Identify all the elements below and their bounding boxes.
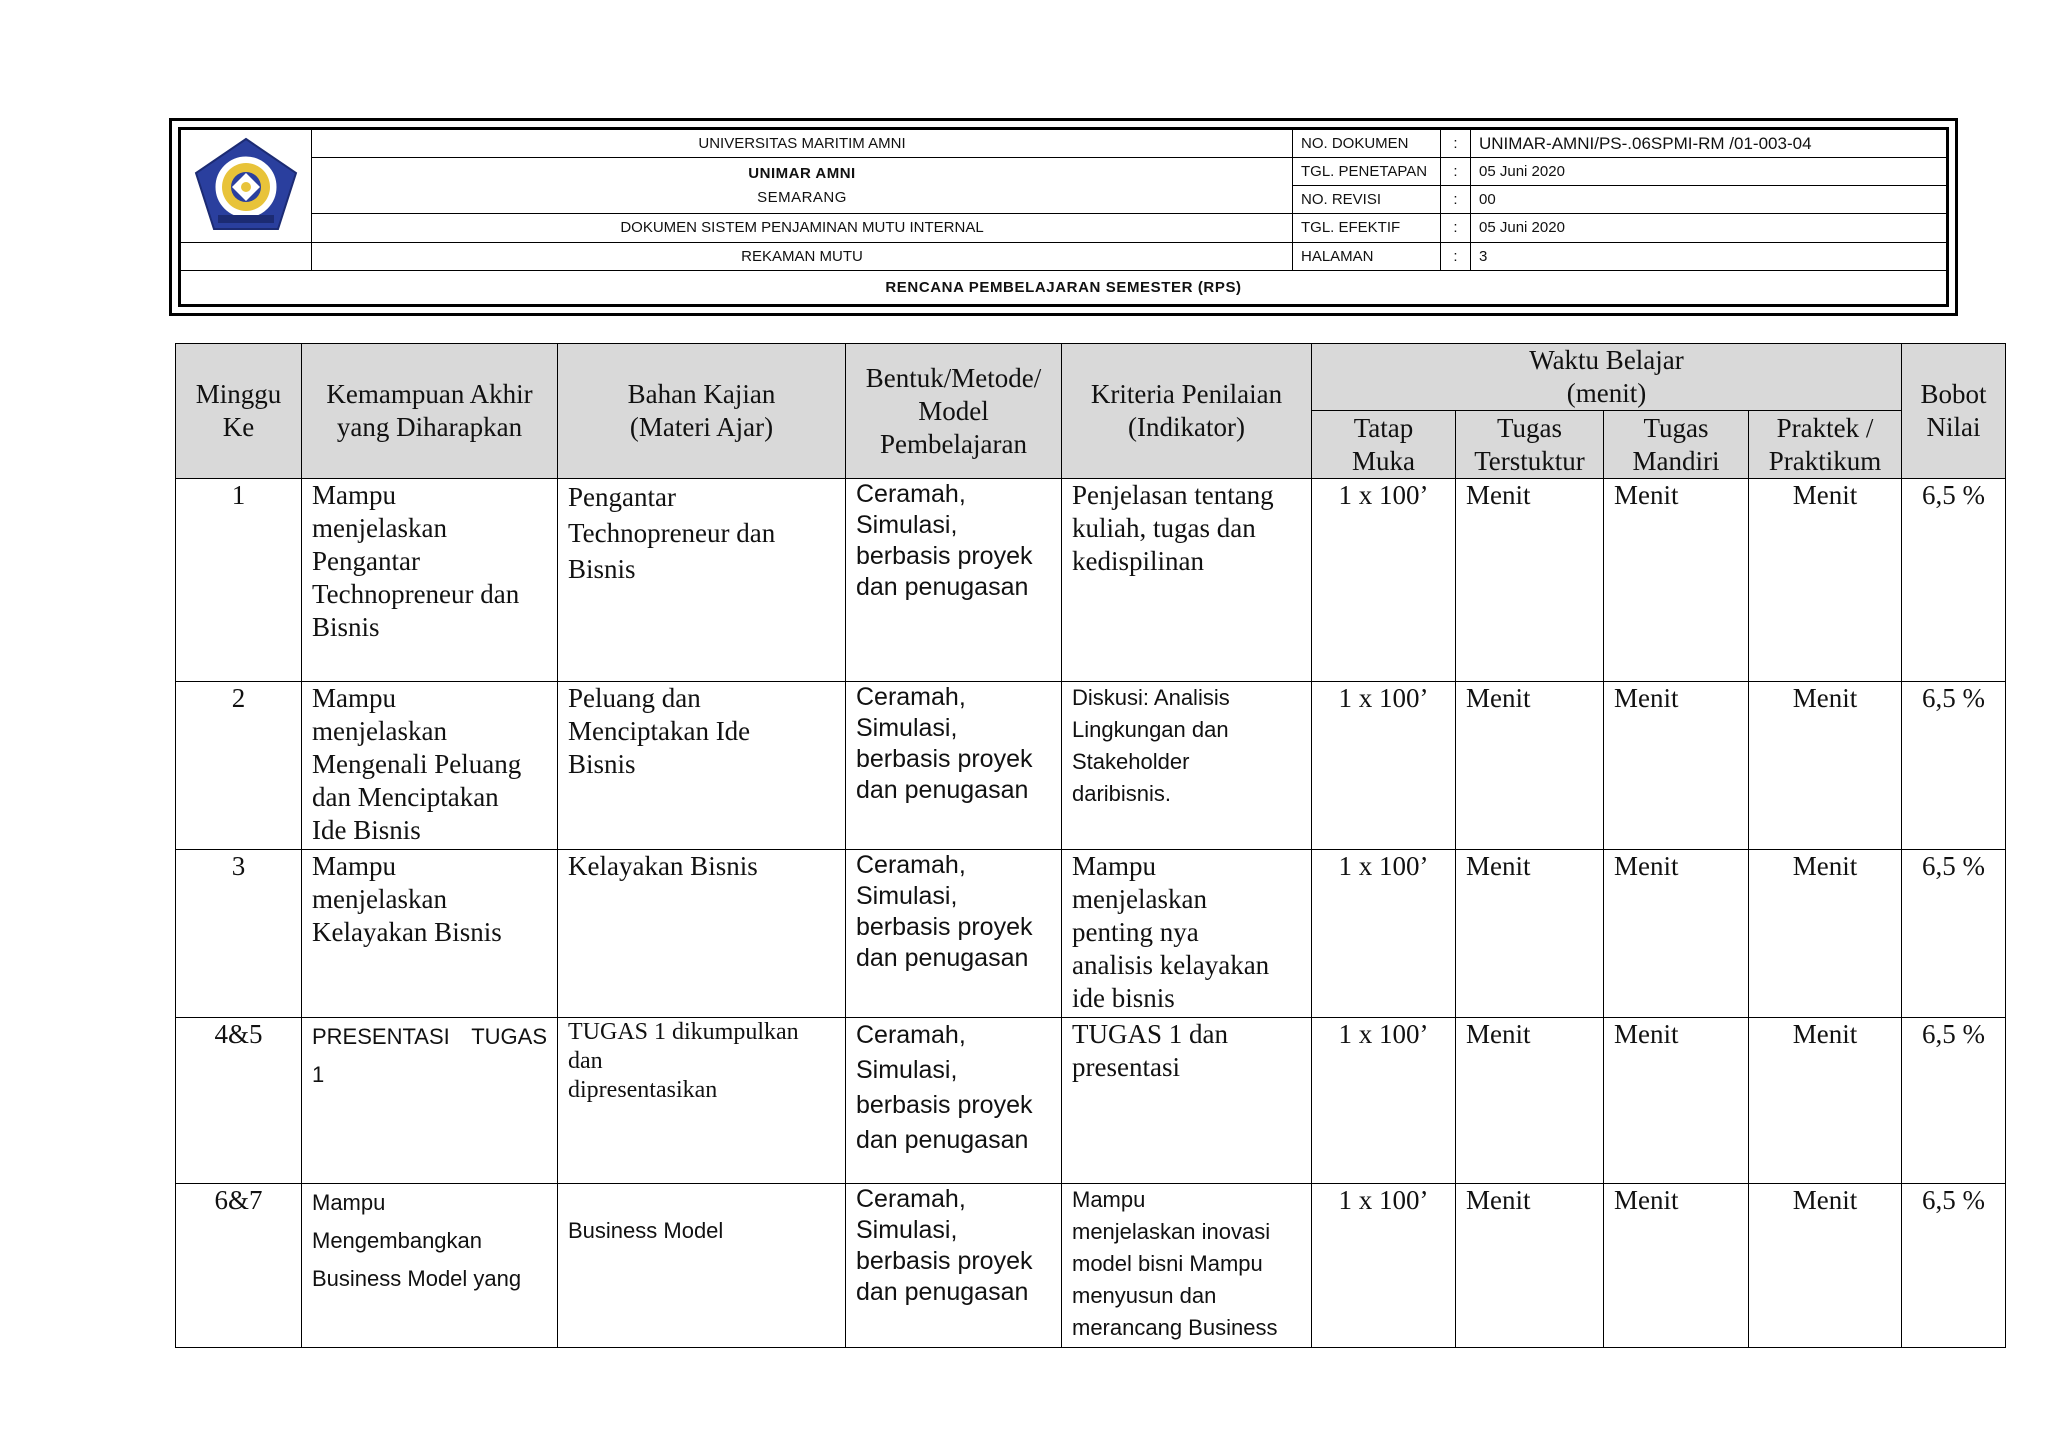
cell-line: Diskusi: Analisis (1072, 685, 1230, 710)
cell-kemampuan (302, 850, 558, 1018)
cell-line: Ceramah, (856, 683, 966, 711)
cell-kriteria (1062, 850, 1312, 1018)
table-row (176, 479, 2006, 682)
header-kriteria (1062, 344, 1312, 479)
cell-line: menjelaskan (1072, 884, 1207, 914)
cell-line: 1 (312, 1062, 325, 1087)
cell-minggu: 6&7 (176, 1184, 302, 1348)
header-praktek-line2: Praktikum (1768, 445, 1882, 476)
cell-line: Ceramah, (856, 480, 966, 508)
header-bentuk-line1: Bentuk/Metode/ (865, 362, 1042, 393)
cell-bahan (558, 1018, 846, 1184)
cell-line: Mengembangkan (312, 1228, 483, 1253)
header-bahan-line2: (Materi Ajar) (629, 412, 774, 442)
cell-line: berbasis proyek (856, 745, 1033, 773)
header-tatap-muka (1312, 411, 1456, 479)
cell-line: presentasi (1072, 1052, 1180, 1082)
cell-minggu: 4&5 (176, 1018, 302, 1184)
cell-line: berbasis proyek (856, 1091, 1033, 1119)
cell-bentuk (846, 1018, 1062, 1184)
university-city: SEMARANG (757, 188, 847, 206)
cell-bobot: 6,5 % (1902, 1018, 2006, 1184)
cell-line: Ceramah, (856, 1185, 966, 1213)
meta-colon: : (1441, 214, 1471, 242)
cell-minggu: 1 (176, 479, 302, 682)
cell-line: ide bisnis (1072, 983, 1175, 1013)
cell-tugas-terstruktur: Menit (1456, 479, 1604, 682)
header-tatap-line2: Muka (1352, 445, 1415, 476)
cell-bobot: 6,5 % (1902, 1184, 2006, 1348)
record-name: REKAMAN MUTU (312, 242, 1293, 270)
cell-line: dan penugasan (856, 776, 1029, 804)
header-bobot (1902, 344, 2006, 479)
document-header (169, 118, 1958, 316)
meta-label-tgl-penetapan: TGL. PENETAPAN (1293, 158, 1441, 186)
cell-line: dan penugasan (856, 944, 1029, 972)
cell-tatap-muka: 1 x 100’ (1312, 682, 1456, 850)
cell-line: Stakeholder (1072, 749, 1190, 774)
meta-label-no-revisi: NO. REVISI (1293, 186, 1441, 214)
university-short-name (312, 158, 1293, 214)
header-bentuk-line2: Model (918, 395, 989, 426)
header-grid (180, 129, 1947, 305)
cell-tugas-mandiri: Menit (1604, 1018, 1749, 1184)
cell-line: Ceramah, (856, 1021, 966, 1049)
cell-tatap-muka: 1 x 100’ (1312, 479, 1456, 682)
cell-bentuk (846, 850, 1062, 1018)
cell-tugas-mandiri: Menit (1604, 850, 1749, 1018)
header-minggu (176, 344, 302, 479)
header-waktu-line2: (menit) (1566, 378, 1647, 408)
cell-line: Mampu (1072, 851, 1156, 881)
cell-line: Mampu (312, 480, 396, 510)
meta-label-tgl-efektif: TGL. EFEKTIF (1293, 214, 1441, 242)
meta-value-tgl-penetapan: 05 Juni 2020 (1471, 158, 1947, 186)
cell-bahan (558, 479, 846, 682)
cell-tugas-mandiri: Menit (1604, 479, 1749, 682)
header-tugas-terstruktur (1456, 411, 1604, 479)
cell-line: analisis kelayakan (1072, 950, 1270, 980)
cell-bobot: 6,5 % (1902, 479, 2006, 682)
header-bentuk-line3: Pembelajaran (880, 428, 1027, 459)
cell-line: berbasis proyek (856, 542, 1033, 570)
cell-tugas-mandiri: Menit (1604, 682, 1749, 850)
cell-bentuk (846, 682, 1062, 850)
cell-line: menyusun dan (1072, 1283, 1217, 1308)
header-bobot-line2: Nilai (1926, 412, 1981, 442)
cell-line: Mampu (312, 851, 396, 881)
cell-tatap-muka: 1 x 100’ (1312, 850, 1456, 1018)
cell-line: Business Model (568, 1218, 724, 1243)
cell-tatap-muka: 1 x 100’ (1312, 1184, 1456, 1348)
cell-line: model bisni Mampu (1072, 1251, 1263, 1276)
cell-kemampuan (302, 1018, 558, 1184)
cell-line: berbasis proyek (856, 1247, 1033, 1275)
cell-line: Peluang dan (568, 683, 701, 713)
cell-bentuk (846, 1184, 1062, 1348)
cell-minggu: 2 (176, 682, 302, 850)
header-minggu-line2: Ke (222, 412, 255, 442)
cell-line: dan penugasan (856, 573, 1029, 601)
header-tatap-line1: Tatap (1353, 412, 1414, 443)
cell-line: kedispilinan (1072, 546, 1204, 576)
cell-line: Mampu (312, 683, 396, 713)
cell-line: Business Model yang (312, 1266, 522, 1291)
table-row (176, 682, 2006, 850)
cell-line: dan penugasan (856, 1126, 1029, 1154)
header-tugas-m-line1: Tugas (1643, 412, 1709, 443)
cell-line: dan penugasan (856, 1278, 1029, 1306)
cell-line: Pengantar (312, 546, 420, 576)
cell-praktek: Menit (1749, 1018, 1902, 1184)
cell-line: dan (568, 1048, 603, 1074)
cell-kriteria (1062, 479, 1312, 682)
university-seal-icon (190, 135, 302, 233)
header-waktu (1312, 344, 1902, 411)
cell-bobot: 6,5 % (1902, 850, 2006, 1018)
header-kemampuan-line2: yang Diharapkan (336, 412, 523, 442)
cell-line: PRESENTASI TUGAS (312, 1024, 547, 1049)
cell-bahan (558, 850, 846, 1018)
university-short: UNIMAR AMNI (748, 164, 856, 182)
header-tugas-mandiri (1604, 411, 1749, 479)
header-tugas-m-line2: Mandiri (1632, 445, 1720, 476)
cell-line: Simulasi, (856, 1216, 958, 1244)
header-tugas-t-line2: Terstuktur (1474, 445, 1585, 476)
meta-colon: : (1441, 242, 1471, 270)
cell-line: Mampu (312, 1190, 386, 1215)
cell-minggu: 3 (176, 850, 302, 1018)
cell-line: TUGAS 1 dan (1072, 1019, 1228, 1049)
rps-table (175, 343, 2006, 1348)
logo-cell (181, 130, 312, 243)
header-bahan (558, 344, 846, 479)
logo-spacer (181, 242, 312, 270)
cell-kriteria (1062, 1018, 1312, 1184)
cell-bahan (558, 1184, 846, 1348)
header-bentuk (846, 344, 1062, 479)
cell-line: Mengenali Peluang (312, 749, 522, 779)
cell-kemampuan (302, 682, 558, 850)
header-bahan-line1: Bahan Kajian (627, 379, 776, 409)
cell-line: dipresentasikan (568, 1077, 718, 1103)
cell-line: Simulasi, (856, 1056, 958, 1084)
meta-label-halaman: HALAMAN (1293, 242, 1441, 270)
header-bobot-line1: Bobot (1920, 379, 1987, 409)
cell-line: Bisnis (568, 554, 636, 584)
cell-kemampuan (302, 479, 558, 682)
cell-line: Lingkungan dan (1072, 717, 1229, 742)
meta-value-tgl-efektif: 05 Juni 2020 (1471, 214, 1947, 242)
cell-line: Bisnis (312, 612, 380, 642)
cell-praktek: Menit (1749, 682, 1902, 850)
cell-line: daribisnis. (1072, 781, 1172, 806)
cell-line: menjelaskan (312, 716, 447, 746)
document-title: RENCANA PEMBELAJARAN SEMESTER (RPS) (181, 270, 1947, 304)
header-tugas-t-line1: Tugas (1496, 412, 1563, 443)
cell-kriteria (1062, 682, 1312, 850)
document-header-inner (178, 127, 1949, 307)
cell-line: Pengantar (568, 482, 676, 512)
cell-line: Kelayakan Bisnis (312, 917, 502, 947)
header-minggu-line1: Minggu (195, 379, 282, 409)
cell-line: Simulasi, (856, 882, 958, 910)
cell-praktek: Menit (1749, 1184, 1902, 1348)
table-row (176, 1184, 2006, 1348)
table-row (176, 1018, 2006, 1184)
cell-line: Menciptakan Ide (568, 716, 751, 746)
system-name: DOKUMEN SISTEM PENJAMINAN MUTU INTERNAL (312, 214, 1293, 242)
cell-line: dan Menciptakan (312, 782, 499, 812)
cell-line: menjelaskan inovasi (1072, 1219, 1271, 1244)
cell-line: kuliah, tugas dan (1072, 513, 1256, 543)
cell-tatap-muka: 1 x 100’ (1312, 1018, 1456, 1184)
header-kemampuan (302, 344, 558, 479)
cell-line: penting nya (1072, 917, 1199, 947)
cell-line: Penjelasan tentang (1072, 480, 1274, 510)
university-name: UNIVERSITAS MARITIM AMNI (312, 130, 1293, 158)
cell-line: Ceramah, (856, 851, 966, 879)
cell-praktek: Menit (1749, 850, 1902, 1018)
cell-tugas-terstruktur: Menit (1456, 850, 1604, 1018)
cell-bentuk (846, 479, 1062, 682)
cell-line: TUGAS 1 dikumpulkan (568, 1019, 799, 1045)
cell-line: merancang Business (1072, 1315, 1278, 1340)
cell-tugas-terstruktur: Menit (1456, 682, 1604, 850)
meta-value-no-dokumen: UNIMAR-AMNI/PS-.06SPMI-RM /01-003-04 (1471, 130, 1947, 158)
cell-line: Bisnis (568, 749, 636, 779)
cell-tugas-mandiri: Menit (1604, 1184, 1749, 1348)
header-kemampuan-line1: Kemampuan Akhir (326, 379, 533, 409)
meta-colon: : (1441, 158, 1471, 186)
cell-line: berbasis proyek (856, 913, 1033, 941)
cell-line: menjelaskan (312, 513, 447, 543)
header-kriteria-line2: (Indikator) (1128, 412, 1245, 442)
cell-line: Technopreneur dan (568, 518, 776, 548)
cell-line: Simulasi, (856, 511, 958, 539)
header-waktu-line1: Waktu Belajar (1529, 345, 1684, 375)
cell-bahan (558, 682, 846, 850)
cell-line: Technopreneur dan (312, 579, 520, 609)
cell-bobot: 6,5 % (1902, 682, 2006, 850)
cell-line: Ide Bisnis (312, 815, 421, 845)
cell-line: Kelayakan Bisnis (568, 851, 758, 881)
table-row (176, 850, 2006, 1018)
meta-value-halaman: 3 (1471, 242, 1947, 270)
cell-tugas-terstruktur: Menit (1456, 1184, 1604, 1348)
meta-value-no-revisi: 00 (1471, 186, 1947, 214)
header-praktek-line1: Praktek / (1776, 412, 1874, 443)
cell-line: menjelaskan (312, 884, 447, 914)
cell-kemampuan (302, 1184, 558, 1348)
meta-colon: : (1441, 186, 1471, 214)
cell-praktek: Menit (1749, 479, 1902, 682)
header-kriteria-line1: Kriteria Penilaian (1090, 379, 1283, 409)
cell-kriteria (1062, 1184, 1312, 1348)
meta-label-no-dokumen: NO. DOKUMEN (1293, 130, 1441, 158)
cell-line: Simulasi, (856, 714, 958, 742)
cell-tugas-terstruktur: Menit (1456, 1018, 1604, 1184)
meta-colon: : (1441, 130, 1471, 158)
header-praktek (1749, 411, 1902, 479)
cell-line: Mampu (1072, 1187, 1146, 1212)
